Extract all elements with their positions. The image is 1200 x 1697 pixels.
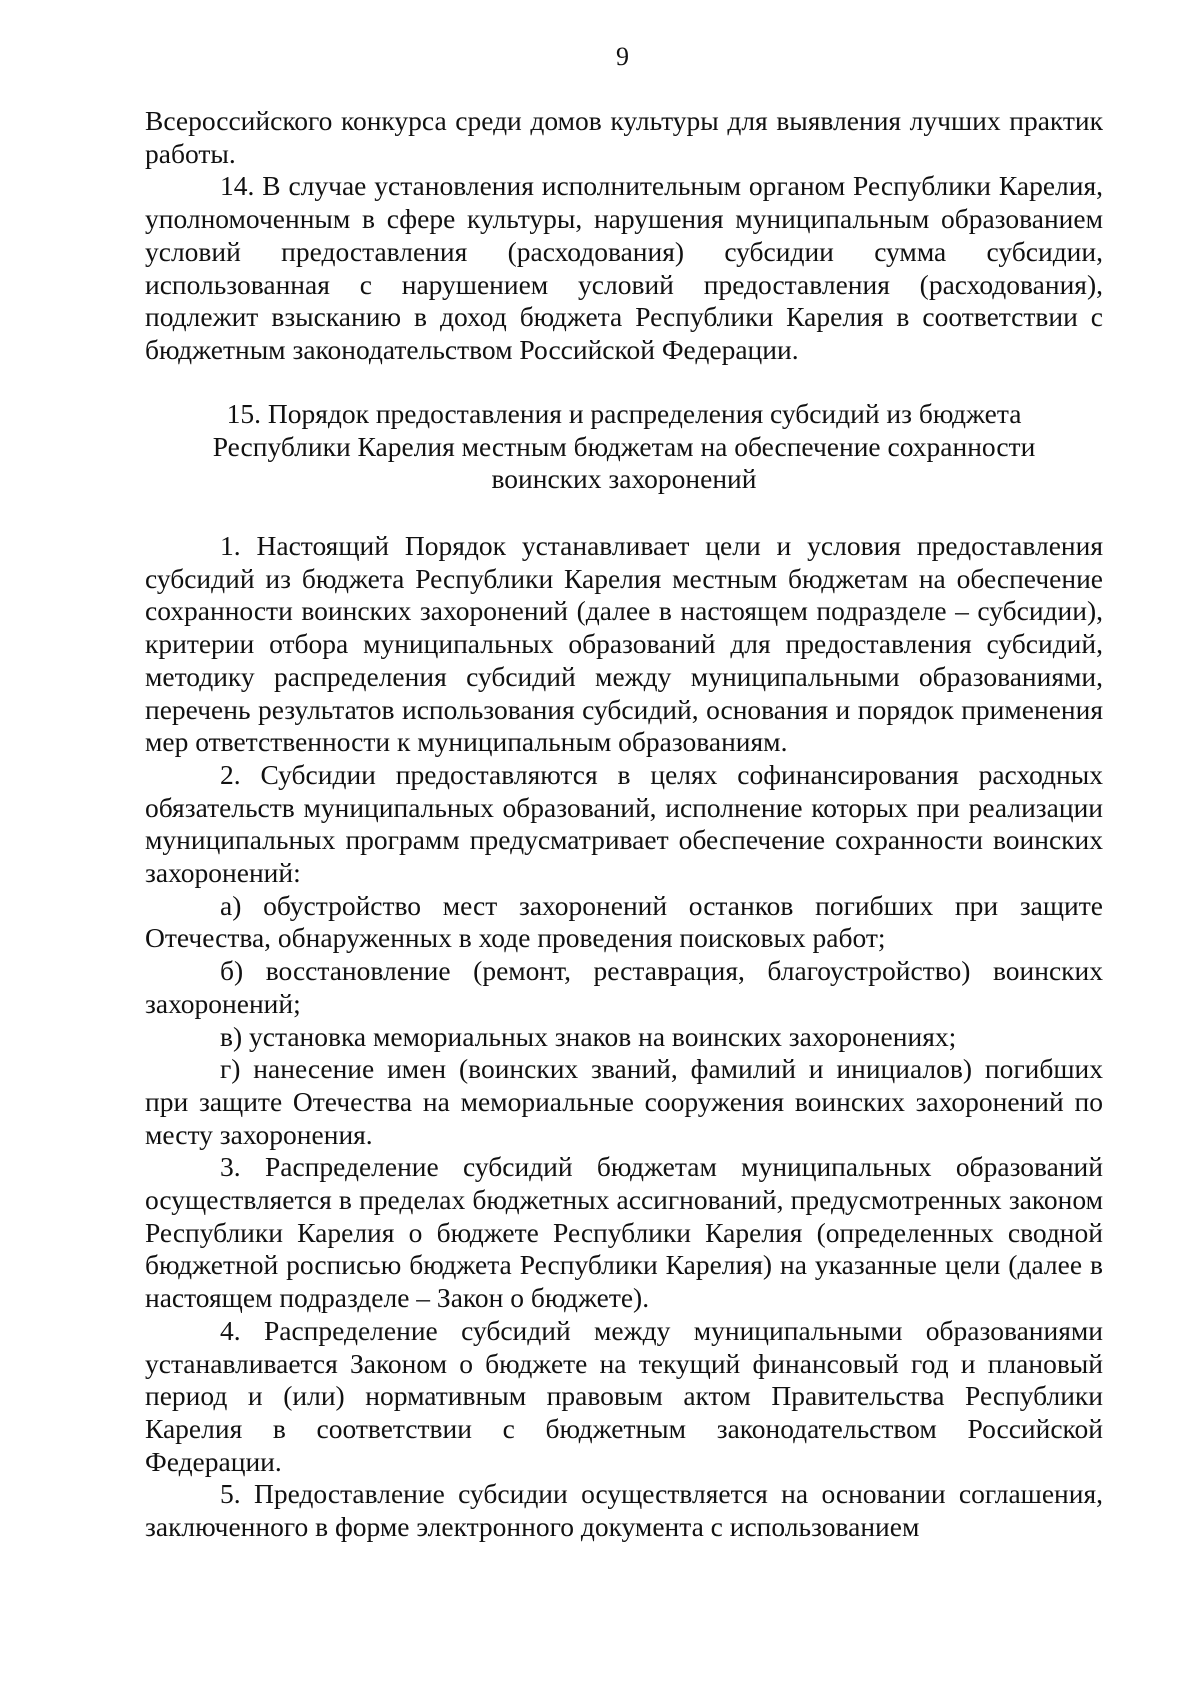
section-heading-line-3: воинских захоронений — [491, 463, 757, 495]
section-heading-line-1: 15. Порядок предоставления и распределения субсидий из бюджета — [226, 398, 1022, 429]
paragraph-3: 3. Распределение субсидий бюджетам муниципальных образований осуществляется в пределах бюджетных ассигнований, предусмотренных законом Республики Карелия о бюджете Республики Карелия (определенных сводной бюджетной росписью бюджета Республики Карелия) на указанные цели (далее в настоящем подразделе – Закон о бюджете). — [145, 1151, 1103, 1314]
paragraph-continuation: Всероссийского конкурса среди домов культуры для выявления лучших практик работы. — [145, 105, 1103, 169]
main-text-block — [145, 530, 1103, 1544]
list-item-a: а) обустройство мест захоронений останков погибших при защите Отечества, обнаруженных в ходе проведения поисковых работ; — [145, 889, 1103, 954]
list-item-v: в) установка мемориальных знаков на воинских захоронениях; — [220, 1020, 957, 1052]
list-item-g: г) нанесение имен (воинских званий, фамилий и инициалов) погибших при защите Отечества на мемориальные сооружения воинских захоронений по месту захоронения. — [145, 1053, 1103, 1150]
list-item-b: б) восстановление (ремонт, реставрация, благоустройство) воинских захоронений; — [145, 955, 1103, 1019]
section-heading-line-2: Республики Карелия местным бюджетам на обеспечение сохранности — [212, 430, 1036, 462]
section-heading — [145, 398, 1103, 496]
paragraph-5: 5. Предоставление субсидии осуществляется на основании соглашения, заключенного в форме электронного документа с использованием — [145, 1478, 1103, 1543]
paragraph-14: 14. В случае установления исполнительным органом Республики Карелия, уполномоченным в сфере культуры, нарушения муниципальным образованием условий предоставления (расходования) субсидии сумма субсидии, использованная с нарушением условий предоставления (расходования), подлежит взысканию в доход бюджета Республики Карелия в соответствии с бюджетным законодательством Российской Федерации. — [145, 170, 1103, 365]
page-number: 9 — [616, 42, 629, 71]
top-text-block — [145, 105, 1103, 367]
paragraph-4: 4. Распределение субсидий между муниципальными образованиями устанавливается Законом о бюджете на текущий финансовый год и плановый период и (или) нормативным правовым актом Правительства Республики Карелия в соответствии с бюджетным законодательством Российской Федерации. — [145, 1314, 1103, 1477]
paragraph-2: 2. Субсидии предоставляются в целях софинансирования расходных обязательств муниципальных образований, исполнение которых при реализации муниципальных программ предусматривает обеспечение сохранности воинских захоронений: — [145, 758, 1103, 889]
paragraph-1: 1. Настоящий Порядок устанавливает цели и условия предоставления субсидий из бюджета Республики Карелия местным бюджетам на обеспечение сохранности воинских захоронений (далее в настоящем подразделе – субсидии), критерии отбора муниципальных образований для предоставления субсидий, методику распределения субсидий между муниципальными образованиями, перечень результатов использования субсидий, основания и порядок применения мер ответственности к муниципальным образованиям. — [145, 530, 1103, 758]
